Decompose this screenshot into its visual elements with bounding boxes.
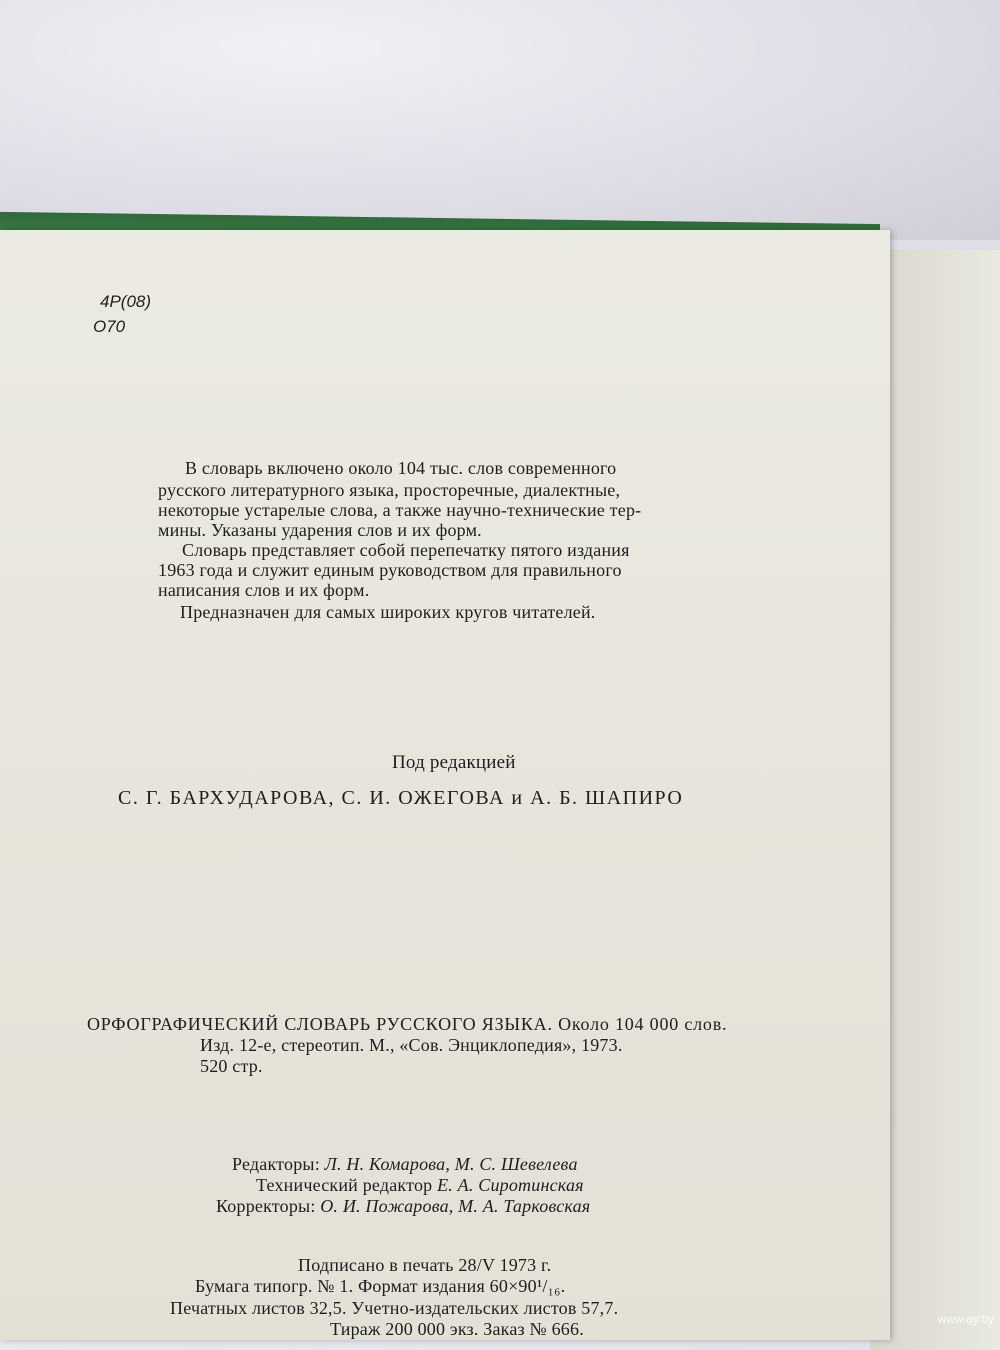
credit-role: Редакторы:: [232, 1154, 320, 1174]
credit-names: Е. А. Сиротинская: [437, 1175, 584, 1195]
imprint-line: Печатных листов 32,5. Учетно-издательских листов 57,7.: [170, 1298, 619, 1318]
classification-code: 4Р(08): [100, 292, 152, 311]
annotation-line: некоторые устарелые слова, а также научно-технические тер-: [158, 500, 642, 520]
bibliographic-line: ОРФОГРАФИЧЕСКИЙ СЛОВАРЬ РУССКОГО ЯЗЫКА. Около 104 000 слов.: [87, 1014, 728, 1034]
annotation-line: русского литературного языка, просторечные, диалектные,: [158, 480, 621, 500]
author-mark: О70: [93, 317, 126, 336]
imprint-line: Бумага типогр. № 1. Формат издания 60×90¹/₁₆.: [195, 1276, 566, 1296]
annotation-line: 1963 года и служит единым руководством для правильного: [158, 560, 622, 580]
imprint-line: Тираж 200 000 экз. Заказ № 666.: [330, 1319, 584, 1339]
annotation-line: Словарь представляет собой перепечатку пятого издания: [182, 540, 630, 560]
credit-names: О. И. Пожарова, М. А. Тарковская: [320, 1196, 591, 1216]
imprint-line: Подписано в печать 28/V 1973 г.: [298, 1255, 552, 1275]
bibliographic-line: Изд. 12-е, стереотип. М., «Сов. Энциклопедия», 1973.: [200, 1035, 623, 1055]
credit-role: Технический редактор: [256, 1175, 433, 1195]
watermark: www.ay.by: [937, 1312, 994, 1326]
background-cloth: [0, 0, 1000, 240]
credit-names: Л. Н. Комарова, М. С. Шевелева: [324, 1154, 578, 1174]
credit-line: [256, 1175, 584, 1196]
bibliographic-line: 520 стр.: [200, 1056, 263, 1076]
annotation-line: мины. Указаны ударения слов и их форм.: [158, 520, 482, 540]
credit-line: [216, 1196, 590, 1217]
annotation-line: В словарь включено около 104 тыс. слов современного: [185, 458, 617, 478]
editorship-label: Под редакцией: [392, 752, 516, 773]
annotation-line: написания слов и их форм.: [158, 580, 370, 600]
credit-line: [232, 1154, 578, 1175]
editors-names: С. Г. БАРХУДАРОВА, С. И. ОЖЕГОВА и А. Б. ШАПИРО: [118, 787, 684, 809]
credit-role: Корректоры:: [216, 1196, 316, 1216]
annotation-line: Предназначен для самых широких кругов читателей.: [180, 602, 596, 622]
